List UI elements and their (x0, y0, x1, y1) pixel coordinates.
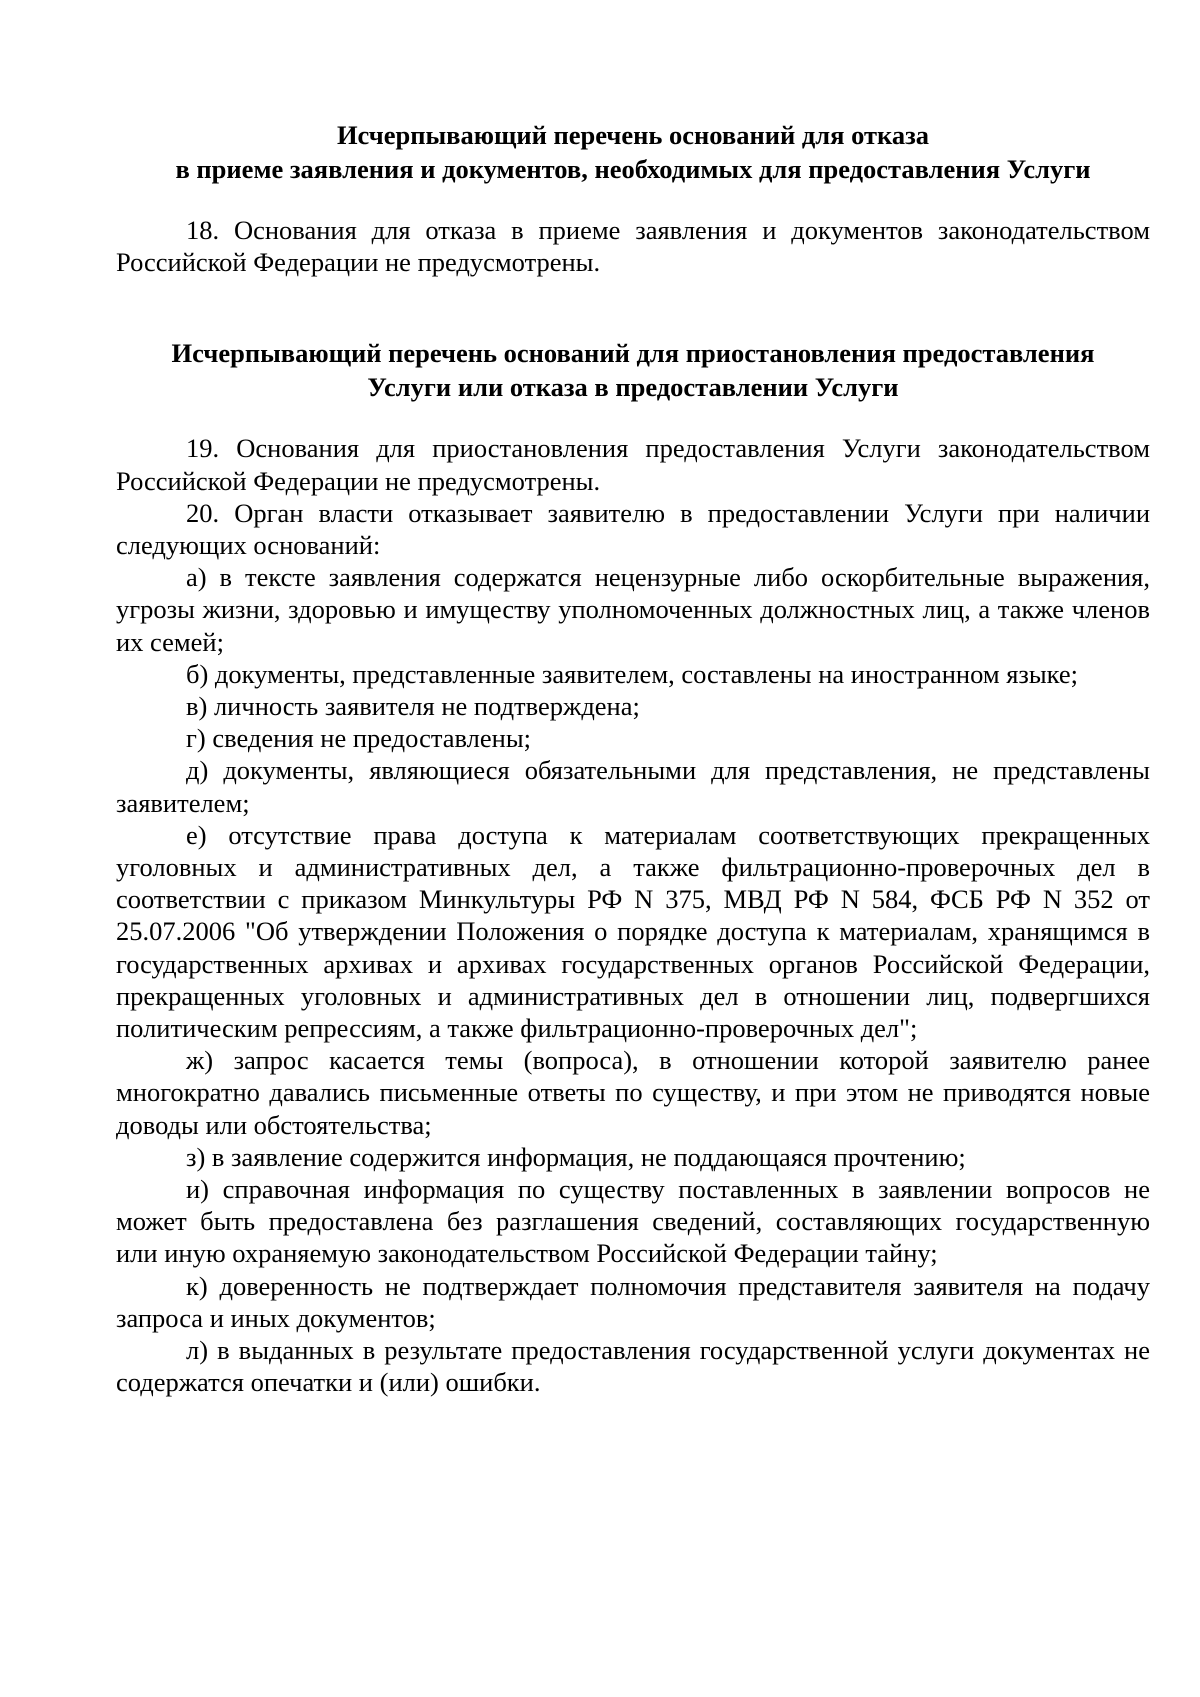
document-page (116, 118, 1150, 1399)
list-item-zh: ж) запрос касается темы (вопроса), в отношении которой заявителю ранее многократно давались письменные ответы по существу, и при этом не приводятся новые доводы или обстоятельства; (116, 1045, 1150, 1140)
section-heading-refusal-service (116, 336, 1150, 404)
list-item-e: е) отсутствие права доступа к материалам соответствующих прекращенных уголовных и административных дел, а также фильтрационно-проверочных дел в соответствии с приказом Минкультуры РФ N 375, МВД РФ N 584, ФСБ РФ N 352 от 25.07.2006 "Об утверждении Положения о порядке доступа к материалам, хранящимся в государственных архивах и архивах государственных органов Российской Федерации, прекращенных уголовных и административных дел в отношении лиц, подвергшихся политическим репрессиям, а также фильтрационно-проверочных дел"; (116, 819, 1150, 1044)
section-heading-refusal-acceptance (116, 118, 1150, 186)
list-item-a: а) в тексте заявления содержатся нецензурные либо оскорбительные выражения, угрозы жизни, здоровью и имуществу уполномоченных должностных лиц, а также членов их семей; (116, 562, 1150, 657)
list-item-v: в) личность заявителя не подтверждена; (186, 691, 640, 722)
paragraph-19: 19. Основания для приостановления предоставления Услуги законодательством Российской Федерации не предусмотрены. (116, 433, 1150, 496)
list-item-l: л) в выданных в результате предоставления государственной услуги документах не содержатся опечатки и (или) ошибки. (116, 1335, 1150, 1398)
paragraph-18: 18. Основания для отказа в приеме заявления и документов законодательством Российской Федерации не предусмотрены. (116, 215, 1150, 278)
heading-line: в приеме заявления и документов, необходимых для предоставления Услуги (175, 154, 1091, 184)
list-item-b: б) документы, представленные заявителем, составлены на иностранном языке; (186, 658, 1079, 689)
heading-line: Исчерпывающий перечень оснований для отказа (336, 120, 930, 150)
list-item-i: и) справочная информация по существу поставленных в заявлении вопросов не может быть предоставлена без разглашения сведений, составляющих государственную или иную охраняемую законодательством Российской Федерации тайну; (116, 1174, 1150, 1269)
list-item-k: к) доверенность не подтверждает полномочия представителя заявителя на подачу запроса и иных документов; (116, 1270, 1150, 1333)
list-item-g: г) сведения не предоставлены; (186, 723, 532, 754)
paragraph-20: 20. Орган власти отказывает заявителю в предоставлении Услуги при наличии следующих оснований: (116, 497, 1150, 561)
list-item-z: з) в заявление содержится информация, не поддающаяся прочтению; (186, 1141, 966, 1172)
heading-line: Исчерпывающий перечень оснований для приостановления предоставления (171, 338, 1095, 369)
heading-line: Услуги или отказа в предоставлении Услуги (367, 372, 899, 403)
list-item-d: д) документы, являющиеся обязательными для представления, не представлены заявителем; (116, 755, 1150, 818)
